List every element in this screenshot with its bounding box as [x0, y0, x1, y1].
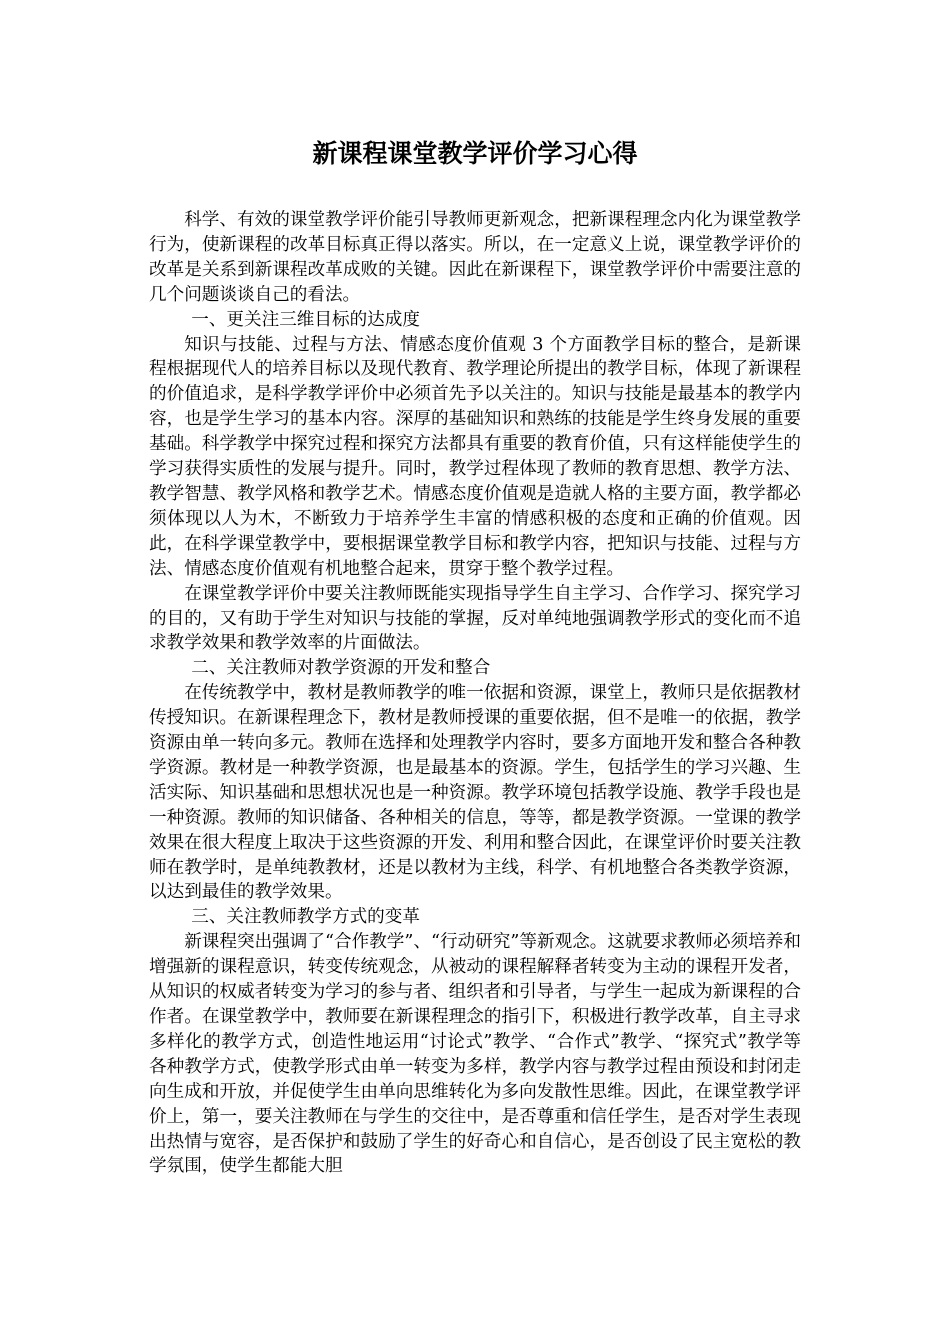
- section-heading-3: 三、关注教师教学方式的变革: [191, 907, 420, 928]
- document-title: 新课程课堂教学评价学习心得: [312, 139, 638, 168]
- intro-paragraph: 科学、有效的课堂教学评价能引导教师更新观念，把新课程理念内化为课堂教学行为，使新课程的改革目标真正得以落实。所以，在一定意义上说，课堂教学评价的改革是关系到新课程改革成败的关键。因此在新课程下，课堂教学评价中需要注意的几个问题谈谈自己的看法。: [149, 210, 801, 305]
- section-1-paragraph-1: 知识与技能、过程与方法、情感态度价值观 3 个方面教学目标的整合，是新课程根据现代人的培养目标以及现代教育、教学理论所提出的教学目标，体现了新课程的价值追求，是科学教学评价中必须首先予以关注的。知识与技能是最基本的教学内容，也是学生学习的基本内容。深厚的基础知识和熟练的技能是学生终身发展的重要基础。科学教学中探究过程和探究方法都具有重要的教育价值，只有这样能使学生的学习获得实质性的发展与提升。同时，教学过程体现了教师的教育思想、教学方法、教学智慧、教学风格和教学艺术。情感态度价值观是造就人格的主要方面，教学都必须体现以人为木，不断致力于培养学生丰富的情感积极的态度和正确的价值观。因此，在科学课堂教学中，要根据课堂教学目标和教学内容，把知识与技能、过程与方法、情感态度价值观有机地整合起来，贯穿于整个教学过程。: [149, 334, 801, 579]
- section-heading-1: 一、更关注三维目标的达成度: [191, 309, 420, 330]
- section-heading-2: 二、关注教师对教学资源的开发和整合: [191, 658, 491, 679]
- document-body: [149, 208, 801, 1179]
- section-1-paragraph-2: 在课堂教学评价中要关注教师既能实现指导学生自主学习、合作学习、探究学习的目的，又有助于学生对知识与技能的掌握，反对单纯地强调教学形式的变化而不追求教学效果和教学效率的片面做法。: [149, 583, 801, 654]
- section-3-paragraph-1: 新课程突出强调了“合作教学”、“行动研究”等新观念。这就要求教师必须培养和增强新的课程意识，转变传统观念，从被动的课程解释者转变为主动的课程开发者，从知识的权威者转变为学习的参与者、组织者和引导者，与学生一起成为新课程的合作者。在课堂教学中，教师要在新课程理念的指引下，积极进行教学改革，自主寻求多样化的教学方式，创造性地运用“讨论式”教学、“合作式”教学、“探究式”教学等各种教学方式，使教学形式由单一转变为多样，教学内容与教学过程由预设和封闭走向生成和开放，并促使学生由单向思维转化为多向发散性思维。因此，在课堂教学评价上，第一，要关注教师在与学生的交往中，是否尊重和信任学生，是否对学生表现出热情与宽容，是否保护和鼓励了学生的好奇心和自信心，是否创设了民主宽松的教学氛围，使学生都能大胆: [149, 932, 801, 1177]
- section-2-paragraph-1: 在传统教学中，教材是教师教学的唯一依据和资源，课堂上，教师只是依据教材传授知识。在新课程理念下，教材是教师授课的重要依据，但不是唯一的依据，教学资源由单一转向多元。教师在选择和处理教学内容时，要多方面地开发和整合各种教学资源。教材是一种教学资源，也是最基本的资源。学生，包括学生的学习兴趣、生活实际、知识基础和思想状况也是一种资源。教学环境包括教学设施、教学手段也是一种资源。教师的知识储备、各种相关的信息，等等，都是教学资源。一堂课的教学效果在很大程度上取决于这些资源的开发、利用和整合因此，在课堂评价时要关注教师在教学时，是单纯教教材，还是以教材为主线，科学、有机地整合各类教学资源，以达到最佳的教学效果。: [149, 683, 801, 903]
